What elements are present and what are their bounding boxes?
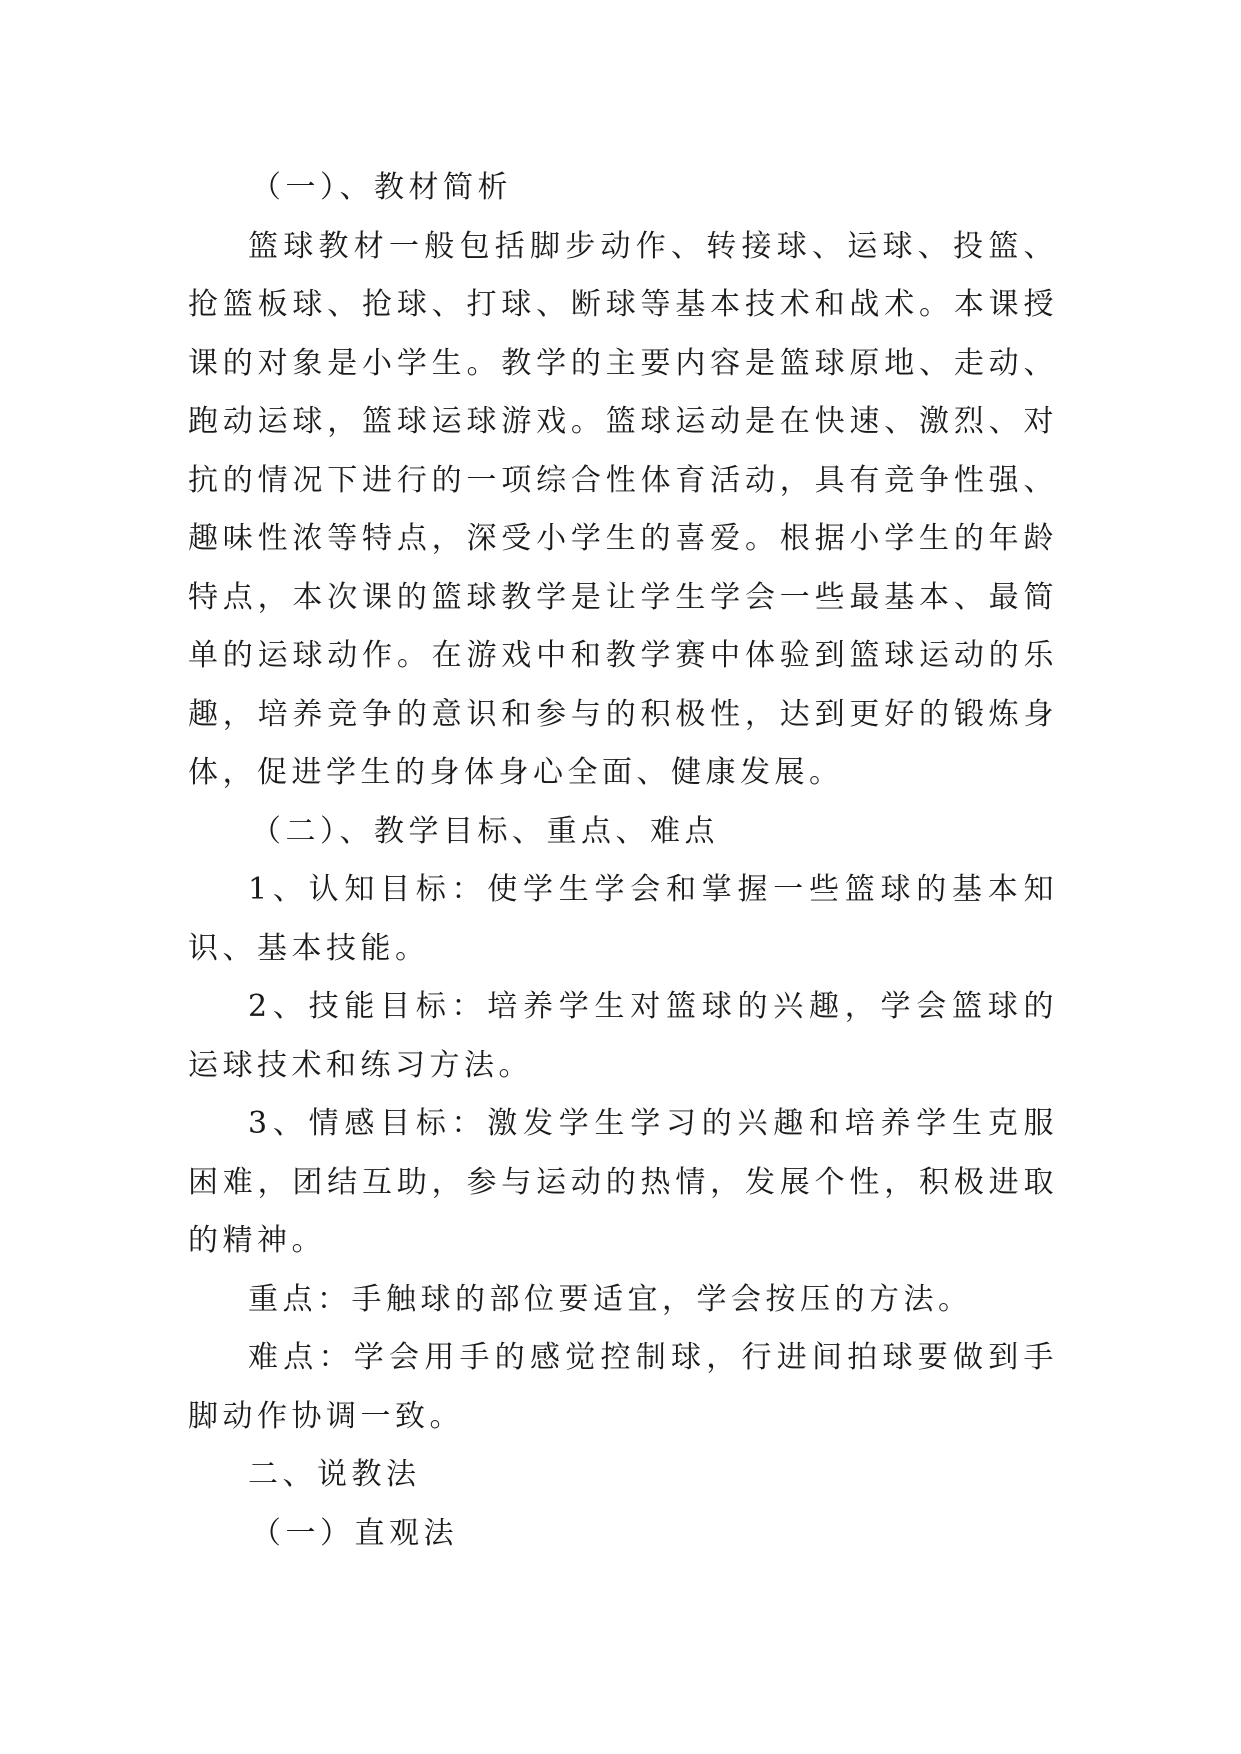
section-heading-teaching-goals: （二）、教学目标、重点、难点 — [251, 813, 719, 849]
paragraph-cognitive-goal: 1、认知目标：使学生学会和掌握一些篮球的基本知识、基本技能。 — [188, 872, 1058, 966]
section-heading-teaching-method: 二、说教法 — [248, 1457, 421, 1492]
paragraph-textbook-analysis: 篮球教材一般包括脚步动作、转接球、运球、投篮、抢篮板球、抢球、打球、断球等基本技术和战术。本课授课的对象是小学生。教学的主要内容是篮球原地、走动、跑动运球，篮球运球游戏。篮球运动是在快速、激烈、对抗的情况下进行的一项综合性体育活动，具有竞争性强、趣味性浓等特点，深受小学生的喜爱。根据小学生的年龄特点，本次课的篮球教学是让学生学会一些最基本、最简单的运球动作。在游戏中和教学赛中体验到篮球运动的乐趣，培养竞争的意识和参与的积极性，达到更好的锻炼身体，促进学生的身体身心全面、健康发展。 — [188, 228, 1058, 790]
document-body — [188, 159, 1058, 1563]
paragraph-emotional-goal: 3、情感目标：激发学生学习的兴趣和培养学生克服困难，团结互助，参与运动的热情，发展个性，积极进取的精神。 — [188, 1106, 1058, 1258]
paragraph-key-point: 重点：手触球的部位要适宜，学会按压的方法。 — [248, 1281, 973, 1317]
paragraph-skill-goal: 2、技能目标：培养学生对篮球的兴趣，学会篮球的运球技术和练习方法。 — [188, 989, 1058, 1083]
section-heading-intuitive-method: （一）直观法 — [251, 1515, 458, 1551]
paragraph-difficulty: 难点：学会用手的感觉控制球，行进间拍球要做到手脚动作协调一致。 — [188, 1340, 1058, 1434]
section-heading-textbook-analysis: （一）、教材简析 — [251, 170, 512, 205]
